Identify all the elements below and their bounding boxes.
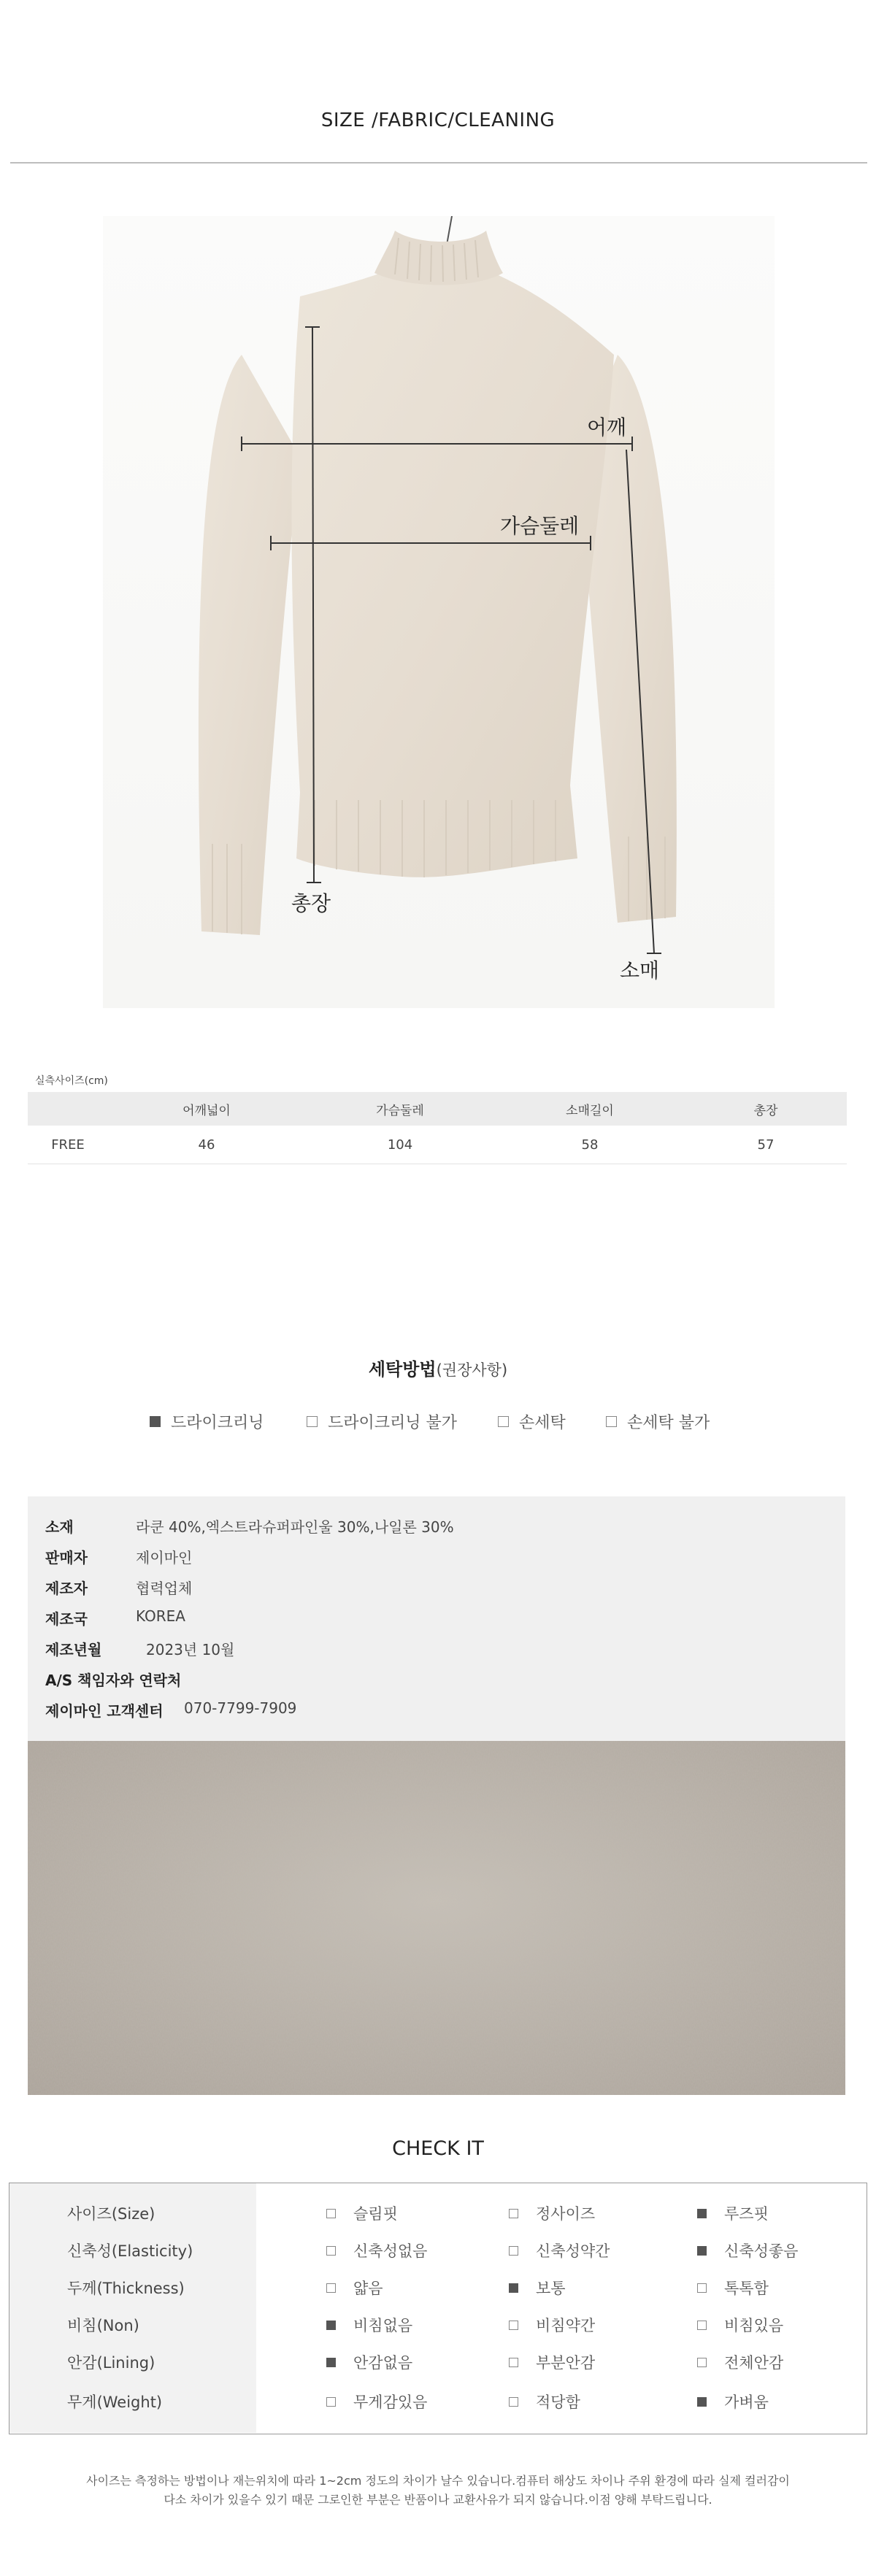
info-key: 제조자 [45, 1580, 88, 1597]
check-option [326, 2314, 412, 2336]
size-table [28, 1092, 847, 1164]
check-option [326, 2277, 383, 2299]
washing-option-label: 손세탁 불가 [627, 1414, 710, 1432]
check-row-label-thickness: 두께(Thickness) [67, 2280, 185, 2297]
check-option [326, 2391, 427, 2412]
size-name: FREE [28, 1126, 108, 1164]
check-option-label: 비침있음 [724, 2317, 784, 2334]
check-row-label-lining: 안감(Lining) [67, 2354, 155, 2372]
header-sleeve: 소매길이 [495, 1092, 685, 1126]
header-shoulder: 어깨넓이 [108, 1092, 305, 1126]
info-value: 제이마인 [136, 1549, 193, 1566]
info-row-customer-center [45, 1699, 296, 1720]
info-key: 제조국 [45, 1610, 88, 1628]
product-measurement-photo [103, 216, 775, 1008]
washing-title-main: 세탁방법 [368, 1359, 437, 1380]
washing-title-sub: (권장사항) [436, 1361, 508, 1379]
sleeve-value: 58 [495, 1126, 685, 1164]
shoulder-value: 46 [108, 1126, 305, 1164]
check-option [326, 2202, 398, 2224]
washing-option-hand-wash [498, 1410, 566, 1433]
sweater-illustration [103, 216, 775, 1008]
info-key: 판매자 [45, 1549, 88, 1566]
length-label: 총장 [291, 891, 331, 915]
check-option-label: 비침없음 [353, 2317, 413, 2334]
checkbox-checked-icon [697, 2397, 707, 2407]
check-row-label-elasticity: 신축성(Elasticity) [67, 2242, 193, 2260]
checkbox-checked-icon [697, 2246, 707, 2256]
info-key: 소재 [45, 1518, 74, 1536]
check-option [509, 2351, 595, 2373]
check-option [697, 2239, 798, 2261]
checkbox-empty-icon [326, 2397, 336, 2407]
check-option-label: 적당함 [536, 2394, 580, 2411]
check-option-label: 신축성없음 [353, 2242, 428, 2260]
washing-title [0, 1355, 876, 1380]
check-option-label: 톡톡함 [724, 2280, 769, 2297]
fabric-texture [28, 1741, 845, 2095]
note-line-1: 사이즈는 측정하는 방법이나 재는위치에 따라 1~2cm 정도의 차이가 날수 있습니다.컴퓨터 해상도 차이나 주위 환경에 따라 실제 컬러감이 [86, 2474, 790, 2488]
check-option-label: 슬림핏 [353, 2205, 398, 2223]
title-divider [10, 162, 867, 164]
checkbox-empty-icon [326, 2209, 336, 2218]
info-value: 070-7799-7909 [184, 1699, 297, 1717]
washing-option-dry-clean [150, 1410, 264, 1433]
info-value: 라쿤 40%,엑스트라슈퍼파인울 30%,나일론 30% [136, 1518, 454, 1536]
check-option-label: 비침약간 [536, 2317, 596, 2334]
checkbox-empty-icon [498, 1416, 509, 1427]
check-option-label: 전체안감 [724, 2354, 784, 2372]
info-value: KOREA [136, 1607, 185, 1625]
check-option-label: 정사이즈 [536, 2205, 596, 2223]
check-option [509, 2239, 610, 2261]
check-option-label: 얇음 [353, 2280, 383, 2297]
check-option [509, 2277, 566, 2299]
length-value: 57 [685, 1126, 847, 1164]
info-value: 협력업체 [136, 1580, 193, 1597]
note-line-2: 다소 차이가 있을수 있기 때문 그로인한 부분은 반품이나 교환사유가 되지 않습니다.이점 양해 부탁드립니다. [164, 2493, 712, 2507]
header-chest: 가슴둘레 [305, 1092, 495, 1126]
check-option [697, 2391, 769, 2412]
fabric-closeup-photo [28, 1741, 845, 2095]
check-option [509, 2391, 580, 2412]
info-row-manufacture-date [45, 1638, 234, 1659]
checkbox-checked-icon [326, 2358, 336, 2367]
header-blank [28, 1092, 108, 1126]
checkbox-empty-icon [307, 1416, 318, 1427]
checkbox-checked-icon [509, 2283, 518, 2293]
washing-option-no-hand-wash [606, 1410, 710, 1433]
check-option-label: 루즈핏 [724, 2205, 769, 2223]
washing-option-label: 손세탁 [519, 1414, 566, 1432]
checkbox-empty-icon [326, 2283, 336, 2293]
check-option-label: 보통 [536, 2280, 566, 2297]
size-table-caption: 실측사이즈(cm) [35, 1075, 108, 1087]
checkbox-checked-icon [326, 2321, 336, 2330]
checkbox-empty-icon [697, 2321, 707, 2330]
info-key: A/S 책임자와 연락처 [45, 1672, 182, 1689]
checkbox-checked-icon [697, 2209, 707, 2218]
checkbox-empty-icon [509, 2358, 518, 2367]
info-row-country [45, 1607, 185, 1629]
chest-label: 가슴둘레 [500, 514, 580, 538]
check-option [697, 2202, 769, 2224]
check-it-title: CHECK IT [392, 2137, 484, 2160]
washing-option-no-dry-clean [307, 1410, 457, 1433]
washing-option-label: 드라이크리닝 [171, 1414, 264, 1432]
checkbox-empty-icon [697, 2358, 707, 2367]
check-option-label: 부분안감 [536, 2354, 596, 2372]
table-row [28, 1126, 847, 1164]
check-option-label: 신축성약간 [536, 2242, 610, 2260]
check-option-label: 안감없음 [353, 2354, 413, 2372]
shoulder-label: 어깨 [587, 415, 627, 439]
chest-value: 104 [305, 1126, 495, 1164]
check-option-label: 신축성좋음 [724, 2242, 799, 2260]
check-row-label-weight: 무게(Weight) [67, 2394, 163, 2411]
info-value: 2023년 10월 [146, 1641, 235, 1658]
info-row-material [45, 1515, 454, 1537]
sleeve-label: 소매 [620, 958, 660, 983]
info-row-seller [45, 1546, 192, 1567]
check-option [697, 2277, 769, 2299]
info-row-manufacturer [45, 1577, 192, 1598]
checkbox-checked-icon [150, 1416, 161, 1427]
checkbox-empty-icon [606, 1416, 617, 1427]
check-option [509, 2202, 595, 2224]
checkbox-empty-icon [509, 2397, 518, 2407]
checkbox-empty-icon [326, 2246, 336, 2256]
info-key: 제조년월 [45, 1641, 102, 1658]
check-row-label-size: 사이즈(Size) [67, 2205, 155, 2223]
checkbox-empty-icon [509, 2321, 518, 2330]
check-option [697, 2351, 783, 2373]
checkbox-empty-icon [509, 2209, 518, 2218]
washing-option-label: 드라이크리닝 불가 [328, 1414, 458, 1432]
check-option [326, 2351, 412, 2373]
check-option [509, 2314, 595, 2336]
info-key: 제이마인 고객센터 [45, 1702, 164, 1720]
check-option-label: 가벼움 [724, 2394, 769, 2411]
header-length: 총장 [685, 1092, 847, 1126]
info-row-as-contact [45, 1669, 181, 1690]
size-table-header [28, 1092, 847, 1126]
checkbox-empty-icon [509, 2246, 518, 2256]
check-option-label: 무게감있음 [353, 2394, 428, 2411]
check-option [326, 2239, 427, 2261]
check-option [697, 2314, 783, 2336]
check-row-label-sheerness: 비침(Non) [67, 2317, 139, 2334]
checkbox-empty-icon [697, 2283, 707, 2293]
section-title: SIZE /FABRIC/CLEANING [320, 109, 556, 131]
